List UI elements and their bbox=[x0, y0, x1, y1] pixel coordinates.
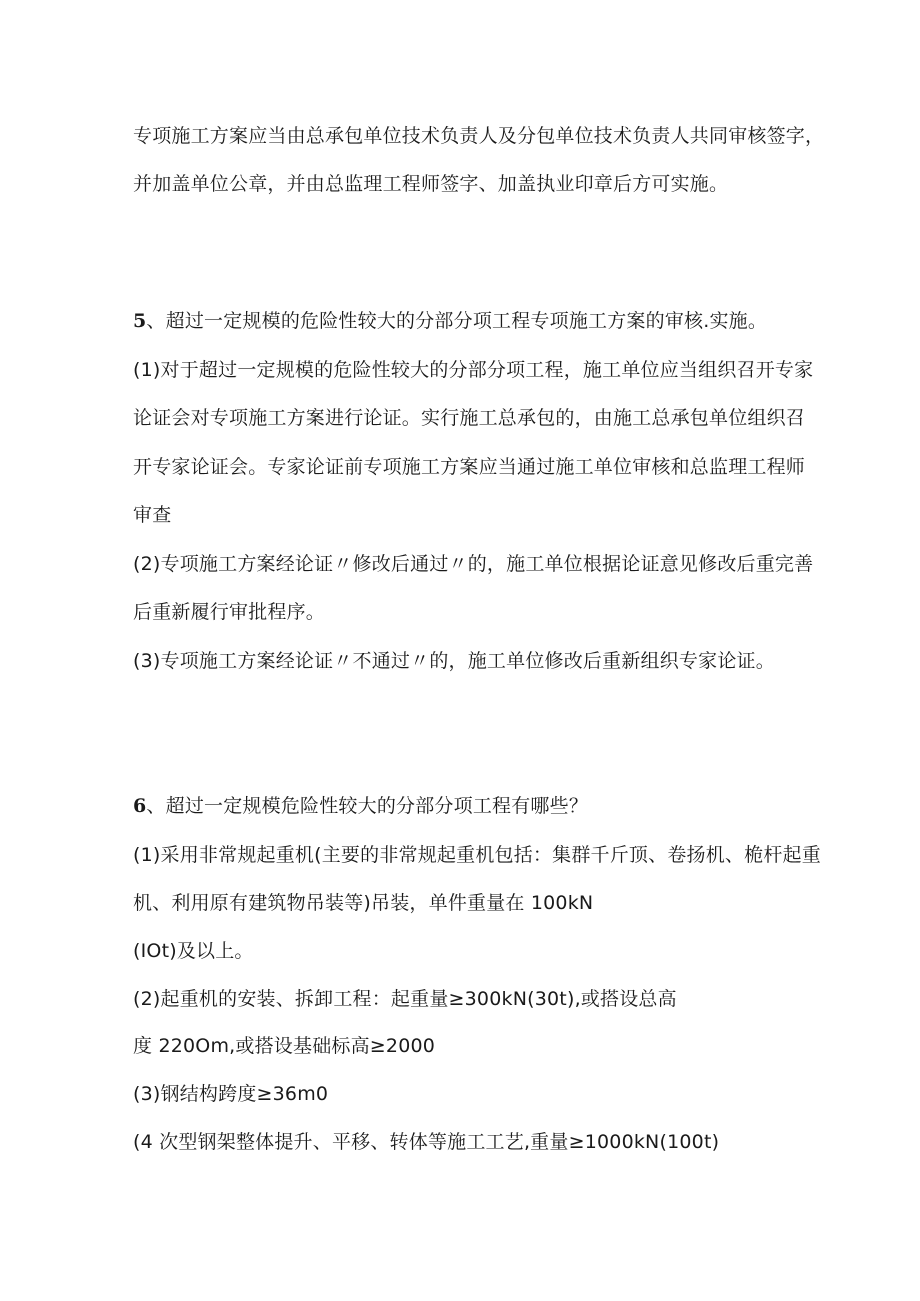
section-6-heading bbox=[133, 794, 588, 818]
section-5-title: 、超过一定规模的危险性较大的分部分项工程专项施工方案的审核.实施。 bbox=[146, 310, 768, 332]
section-5-line-1: (1)对于超过一定规模的危险性较大的分部分项工程，施工单位应当组织召开专家 bbox=[133, 359, 814, 381]
section-6-line-6: (3)钢结构跨度≥36m0 bbox=[133, 1083, 329, 1105]
section-6-line-5: 度 220Om,或搭设基础标高≥2000 bbox=[133, 1035, 436, 1057]
section-5-line-6: 后重新履行审批程序。 bbox=[133, 601, 326, 623]
section-6-line-1: (1)采用非常规起重机(主要的非常规起重机包括：集群千斤顶、卷扬机、桅杆起重 bbox=[133, 844, 821, 866]
section-5-heading bbox=[133, 309, 767, 333]
intro-line-1: 专项施工方案应当由总承包单位技术负责人及分包单位技术负责人共同审核签字， bbox=[133, 125, 825, 147]
section-6-number: 6 bbox=[133, 795, 147, 817]
section-5-line-5: (2)专项施工方案经论证〃修改后通过〃的，施工单位根据论证意见修改后重完善 bbox=[133, 553, 814, 575]
section-6-line-2: 机、利用原有建筑物吊装等)吊装，单件重量在 100kN bbox=[133, 892, 594, 914]
section-5-line-4: 审查 bbox=[133, 504, 172, 526]
section-5-number: 5 bbox=[133, 310, 147, 332]
intro-line-2: 并加盖单位公章，并由总监理工程师签字、加盖执业印章后方可实施。 bbox=[133, 173, 729, 195]
section-5-line-3: 开专家论证会。专家论证前专项施工方案应当通过施工单位审核和总监理工程师 bbox=[133, 456, 806, 478]
section-6-line-3: (IOt)及以上。 bbox=[133, 940, 254, 962]
section-5-line-2: 论证会对专项施工方案进行论证。实行施工总承包的，由施工总承包单位组织召 bbox=[133, 407, 806, 429]
section-6-line-4: (2)起重机的安装、拆卸工程：起重量≥300kN(30t),或搭设总高 bbox=[133, 988, 677, 1010]
section-6-title: 、超过一定规模危险性较大的分部分项工程有哪些？ bbox=[146, 795, 589, 817]
section-5-line-7: (3)专项施工方案经论证〃不通过〃的，施工单位修改后重新组织专家论证。 bbox=[133, 650, 775, 672]
section-6-line-7: (4 次型钢架整体提升、平移、转体等施工工艺,重量≥1000kN(100t) bbox=[133, 1131, 720, 1153]
